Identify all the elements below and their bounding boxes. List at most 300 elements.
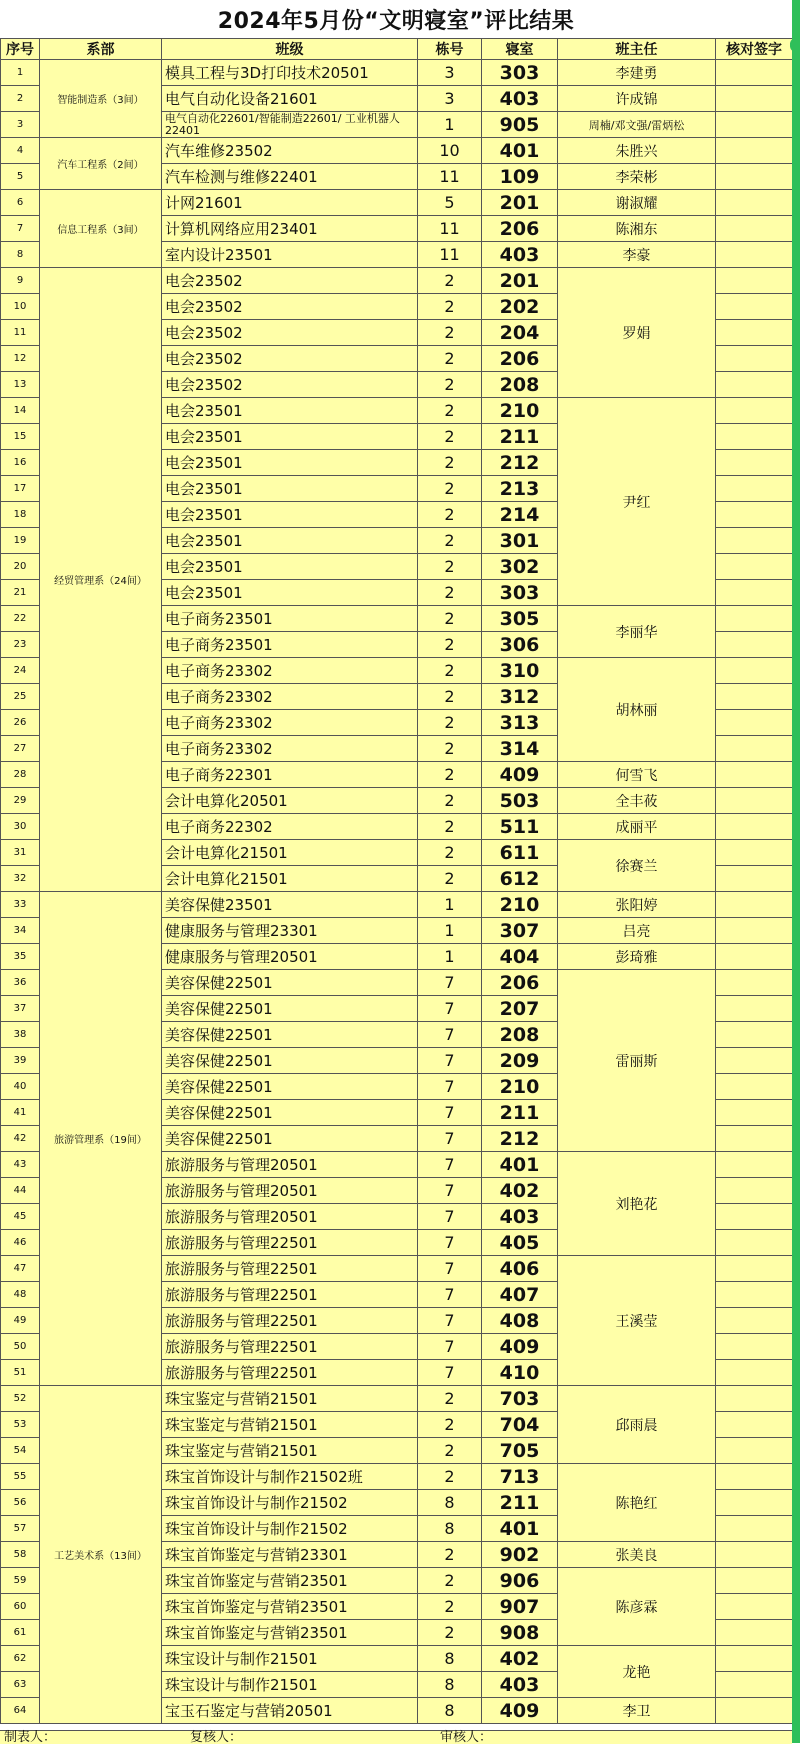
row-building: 5 [418, 190, 482, 216]
row-seq: 17 [1, 476, 40, 502]
signature-cell [716, 1048, 793, 1074]
row-room: 206 [482, 346, 558, 372]
row-room: 207 [482, 996, 558, 1022]
row-room: 306 [482, 632, 558, 658]
row-building: 2 [418, 528, 482, 554]
row-room: 109 [482, 164, 558, 190]
head-teacher-cell: 龙艳 [558, 1646, 716, 1698]
row-room: 403 [482, 242, 558, 268]
row-room: 511 [482, 814, 558, 840]
signature-cell [716, 112, 793, 138]
row-room: 302 [482, 554, 558, 580]
row-room: 204 [482, 320, 558, 346]
row-room: 212 [482, 1126, 558, 1152]
row-building: 7 [418, 1152, 482, 1178]
footer-maker: 制表人： [4, 1730, 57, 1745]
row-building: 2 [418, 658, 482, 684]
row-room: 408 [482, 1308, 558, 1334]
row-seq: 4 [1, 138, 40, 164]
row-room: 214 [482, 502, 558, 528]
head-teacher-cell: 李建勇 [558, 60, 716, 86]
head-teacher-cell: 尹红 [558, 398, 716, 606]
row-seq: 27 [1, 736, 40, 762]
row-building: 2 [418, 1464, 482, 1490]
row-class: 电子商务23302 [162, 684, 418, 710]
row-room: 307 [482, 918, 558, 944]
row-building: 7 [418, 1256, 482, 1282]
row-class: 室内设计23501 [162, 242, 418, 268]
row-seq: 30 [1, 814, 40, 840]
department-cell: 经贸管理系（24间） [40, 268, 162, 892]
row-class: 电子商务23501 [162, 632, 418, 658]
signature-cell [716, 580, 793, 606]
row-class: 电会23501 [162, 398, 418, 424]
row-seq: 9 [1, 268, 40, 294]
row-class: 旅游服务与管理22501 [162, 1334, 418, 1360]
row-building: 3 [418, 86, 482, 112]
signature-cell [716, 1568, 793, 1594]
row-room: 407 [482, 1282, 558, 1308]
row-seq: 31 [1, 840, 40, 866]
signature-cell [716, 1698, 793, 1724]
head-teacher-cell: 张阳婷 [558, 892, 716, 918]
head-teacher-cell: 邱雨晨 [558, 1386, 716, 1464]
signature-cell [716, 1542, 793, 1568]
department-cell: 汽车工程系（2间） [40, 138, 162, 190]
table-row [1, 1386, 793, 1412]
row-room: 404 [482, 944, 558, 970]
row-room: 905 [482, 112, 558, 138]
row-seq: 46 [1, 1230, 40, 1256]
row-seq: 12 [1, 346, 40, 372]
row-class: 珠宝鉴定与营销21501 [162, 1412, 418, 1438]
signature-cell [716, 970, 793, 996]
row-building: 2 [418, 840, 482, 866]
head-teacher-cell: 雷丽斯 [558, 970, 716, 1152]
signature-cell [716, 372, 793, 398]
row-room: 201 [482, 190, 558, 216]
row-room: 210 [482, 892, 558, 918]
row-seq: 32 [1, 866, 40, 892]
signature-cell [716, 1282, 793, 1308]
row-room: 409 [482, 1698, 558, 1724]
row-class: 电子商务22301 [162, 762, 418, 788]
row-class: 电会23502 [162, 372, 418, 398]
row-building: 8 [418, 1698, 482, 1724]
signature-cell [716, 320, 793, 346]
row-class: 旅游服务与管理20501 [162, 1152, 418, 1178]
row-room: 211 [482, 1100, 558, 1126]
row-building: 1 [418, 892, 482, 918]
row-class: 电子商务23501 [162, 606, 418, 632]
row-class: 电会23501 [162, 502, 418, 528]
head-teacher-cell: 陈艳红 [558, 1464, 716, 1542]
row-seq: 59 [1, 1568, 40, 1594]
header-room: 寝室 [482, 39, 558, 60]
row-building: 7 [418, 996, 482, 1022]
signature-cell [716, 476, 793, 502]
row-building: 7 [418, 1074, 482, 1100]
row-room: 402 [482, 1178, 558, 1204]
row-building: 7 [418, 1100, 482, 1126]
row-class: 珠宝首饰设计与制作21502 [162, 1516, 418, 1542]
footer-auditor: 审核人： [440, 1730, 493, 1745]
row-class: 电会23501 [162, 528, 418, 554]
head-teacher-cell: 李丽华 [558, 606, 716, 658]
signature-cell [716, 1204, 793, 1230]
row-room: 303 [482, 60, 558, 86]
row-class: 电会23501 [162, 476, 418, 502]
head-teacher-cell: 李荣彬 [558, 164, 716, 190]
signature-cell [716, 164, 793, 190]
row-seq: 61 [1, 1620, 40, 1646]
row-room: 403 [482, 1672, 558, 1698]
row-class: 电子商务23302 [162, 658, 418, 684]
row-class: 旅游服务与管理22501 [162, 1230, 418, 1256]
row-building: 2 [418, 1386, 482, 1412]
row-building: 2 [418, 554, 482, 580]
row-seq: 44 [1, 1178, 40, 1204]
signature-cell [716, 502, 793, 528]
row-building: 2 [418, 1542, 482, 1568]
row-class: 旅游服务与管理22501 [162, 1360, 418, 1386]
row-class: 会计电算化21501 [162, 840, 418, 866]
row-seq: 62 [1, 1646, 40, 1672]
signature-cell [716, 216, 793, 242]
signature-cell [716, 1386, 793, 1412]
row-class: 珠宝首饰设计与制作21502班 [162, 1464, 418, 1490]
row-class: 电会23502 [162, 346, 418, 372]
signature-cell [716, 1256, 793, 1282]
row-building: 7 [418, 970, 482, 996]
row-room: 402 [482, 1646, 558, 1672]
row-room: 902 [482, 1542, 558, 1568]
signature-cell [716, 294, 793, 320]
table-row [1, 268, 793, 294]
row-seq: 52 [1, 1386, 40, 1412]
row-class: 美容保健22501 [162, 1048, 418, 1074]
row-class: 健康服务与管理20501 [162, 944, 418, 970]
signature-cell [716, 424, 793, 450]
head-teacher-cell: 周楠/邓文强/雷炳松 [558, 112, 716, 138]
row-class: 旅游服务与管理22501 [162, 1308, 418, 1334]
row-building: 2 [418, 268, 482, 294]
row-seq: 49 [1, 1308, 40, 1334]
signature-cell [716, 606, 793, 632]
row-seq: 25 [1, 684, 40, 710]
row-seq: 16 [1, 450, 40, 476]
row-building: 7 [418, 1126, 482, 1152]
signature-cell [716, 1360, 793, 1386]
signature-cell [716, 528, 793, 554]
row-seq: 10 [1, 294, 40, 320]
row-seq: 64 [1, 1698, 40, 1724]
signature-cell [716, 632, 793, 658]
signature-cell [716, 1620, 793, 1646]
row-seq: 29 [1, 788, 40, 814]
row-seq: 34 [1, 918, 40, 944]
table-row [1, 60, 793, 86]
row-seq: 58 [1, 1542, 40, 1568]
row-class: 宝玉石鉴定与营销20501 [162, 1698, 418, 1724]
row-class: 电会23501 [162, 450, 418, 476]
row-seq: 20 [1, 554, 40, 580]
row-room: 206 [482, 216, 558, 242]
row-seq: 14 [1, 398, 40, 424]
row-room: 403 [482, 1204, 558, 1230]
table-body [1, 60, 793, 1724]
row-seq: 40 [1, 1074, 40, 1100]
row-room: 907 [482, 1594, 558, 1620]
row-room: 908 [482, 1620, 558, 1646]
row-room: 305 [482, 606, 558, 632]
signature-cell [716, 1308, 793, 1334]
table-row [1, 190, 793, 216]
row-seq: 33 [1, 892, 40, 918]
row-building: 2 [418, 866, 482, 892]
row-class: 旅游服务与管理22501 [162, 1282, 418, 1308]
row-room: 713 [482, 1464, 558, 1490]
row-room: 208 [482, 372, 558, 398]
signature-cell [716, 1438, 793, 1464]
row-class: 珠宝设计与制作21501 [162, 1672, 418, 1698]
row-class: 电会23501 [162, 424, 418, 450]
row-class: 珠宝设计与制作21501 [162, 1646, 418, 1672]
row-class: 旅游服务与管理20501 [162, 1178, 418, 1204]
head-teacher-cell: 刘艳花 [558, 1152, 716, 1256]
signature-cell [716, 1672, 793, 1698]
row-room: 213 [482, 476, 558, 502]
header-dept: 系部 [40, 39, 162, 60]
window-edge-handle [790, 38, 800, 52]
row-seq: 63 [1, 1672, 40, 1698]
signature-cell [716, 1594, 793, 1620]
department-cell: 智能制造系（3间） [40, 60, 162, 138]
row-building: 11 [418, 216, 482, 242]
signature-cell [716, 710, 793, 736]
row-building: 1 [418, 112, 482, 138]
row-room: 313 [482, 710, 558, 736]
row-building: 8 [418, 1516, 482, 1542]
row-seq: 57 [1, 1516, 40, 1542]
row-class: 美容保健22501 [162, 970, 418, 996]
signature-cell [716, 1152, 793, 1178]
row-building: 2 [418, 424, 482, 450]
row-seq: 38 [1, 1022, 40, 1048]
row-room: 401 [482, 1152, 558, 1178]
row-class: 汽车维修23502 [162, 138, 418, 164]
signature-cell [716, 1074, 793, 1100]
signature-cell [716, 1516, 793, 1542]
row-seq: 56 [1, 1490, 40, 1516]
row-seq: 6 [1, 190, 40, 216]
header-building: 栋号 [418, 39, 482, 60]
row-seq: 24 [1, 658, 40, 684]
signature-cell [716, 1412, 793, 1438]
row-room: 401 [482, 138, 558, 164]
row-building: 2 [418, 1620, 482, 1646]
row-class: 电气自动化设备21601 [162, 86, 418, 112]
table-row [1, 892, 793, 918]
head-teacher-cell: 张美良 [558, 1542, 716, 1568]
row-class: 美容保健23501 [162, 892, 418, 918]
row-seq: 21 [1, 580, 40, 606]
row-building: 2 [418, 580, 482, 606]
row-room: 202 [482, 294, 558, 320]
row-class: 电会23502 [162, 268, 418, 294]
row-class: 美容保健22501 [162, 1022, 418, 1048]
row-room: 212 [482, 450, 558, 476]
row-building: 10 [418, 138, 482, 164]
header-class: 班级 [162, 39, 418, 60]
signature-cell [716, 814, 793, 840]
row-room: 210 [482, 1074, 558, 1100]
department-cell: 信息工程系（3间） [40, 190, 162, 268]
row-room: 211 [482, 1490, 558, 1516]
row-seq: 11 [1, 320, 40, 346]
signature-cell [716, 554, 793, 580]
row-seq: 37 [1, 996, 40, 1022]
row-seq: 15 [1, 424, 40, 450]
signature-cell [716, 1100, 793, 1126]
head-teacher-cell: 陈湘东 [558, 216, 716, 242]
head-teacher-cell: 徐赛兰 [558, 840, 716, 892]
row-room: 410 [482, 1360, 558, 1386]
row-building: 2 [418, 294, 482, 320]
row-building: 2 [418, 606, 482, 632]
signature-cell [716, 242, 793, 268]
row-seq: 45 [1, 1204, 40, 1230]
row-class: 电会23502 [162, 320, 418, 346]
head-teacher-cell: 罗娟 [558, 268, 716, 398]
footer-reviewer: 复核人： [190, 1730, 243, 1745]
row-class: 珠宝首饰设计与制作21502 [162, 1490, 418, 1516]
page-title: 2024年5月份“文明寝室”评比结果 [217, 8, 575, 34]
row-class: 珠宝鉴定与营销21501 [162, 1386, 418, 1412]
row-building: 7 [418, 1334, 482, 1360]
row-building: 7 [418, 1230, 482, 1256]
signature-cell [716, 658, 793, 684]
signature-cell [716, 1178, 793, 1204]
header-row [1, 39, 793, 60]
row-class: 珠宝首饰鉴定与营销23501 [162, 1568, 418, 1594]
row-building: 2 [418, 710, 482, 736]
row-room: 211 [482, 424, 558, 450]
row-class: 珠宝首饰鉴定与营销23501 [162, 1620, 418, 1646]
row-room: 405 [482, 1230, 558, 1256]
row-seq: 50 [1, 1334, 40, 1360]
header-seq: 序号 [1, 39, 40, 60]
row-seq: 28 [1, 762, 40, 788]
signature-cell [716, 788, 793, 814]
signature-cell [716, 892, 793, 918]
row-room: 206 [482, 970, 558, 996]
title-bar [0, 0, 792, 39]
row-room: 312 [482, 684, 558, 710]
row-building: 1 [418, 918, 482, 944]
row-building: 2 [418, 476, 482, 502]
signature-cell [716, 918, 793, 944]
signature-cell [716, 1126, 793, 1152]
row-building: 2 [418, 1412, 482, 1438]
row-room: 703 [482, 1386, 558, 1412]
row-class: 计网21601 [162, 190, 418, 216]
signature-cell [716, 346, 793, 372]
row-room: 210 [482, 398, 558, 424]
row-building: 8 [418, 1490, 482, 1516]
row-class: 电气自动化22601/智能制造22601/ 工业机器人22401 [162, 112, 418, 138]
head-teacher-cell: 李卫 [558, 1698, 716, 1724]
row-room: 403 [482, 86, 558, 112]
row-seq: 23 [1, 632, 40, 658]
row-class: 美容保健22501 [162, 1074, 418, 1100]
signature-cell [716, 1022, 793, 1048]
row-class: 美容保健22501 [162, 1126, 418, 1152]
row-building: 2 [418, 814, 482, 840]
row-class: 会计电算化21501 [162, 866, 418, 892]
row-seq: 7 [1, 216, 40, 242]
head-teacher-cell: 朱胜兴 [558, 138, 716, 164]
row-seq: 41 [1, 1100, 40, 1126]
row-seq: 1 [1, 60, 40, 86]
row-class: 美容保健22501 [162, 996, 418, 1022]
signature-cell [716, 190, 793, 216]
head-teacher-cell: 王溪莹 [558, 1256, 716, 1386]
signature-cell [716, 1464, 793, 1490]
head-teacher-cell: 许成锦 [558, 86, 716, 112]
signature-cell [716, 1646, 793, 1672]
row-class: 旅游服务与管理22501 [162, 1256, 418, 1282]
head-teacher-cell: 胡林丽 [558, 658, 716, 762]
row-room: 301 [482, 528, 558, 554]
row-room: 310 [482, 658, 558, 684]
row-seq: 3 [1, 112, 40, 138]
signature-cell [716, 996, 793, 1022]
row-class: 美容保健22501 [162, 1100, 418, 1126]
row-building: 2 [418, 1438, 482, 1464]
row-building: 8 [418, 1646, 482, 1672]
row-class: 会计电算化20501 [162, 788, 418, 814]
signature-cell [716, 736, 793, 762]
head-teacher-cell: 李豪 [558, 242, 716, 268]
row-class: 模具工程与3D打印技术20501 [162, 60, 418, 86]
row-room: 503 [482, 788, 558, 814]
signature-cell [716, 1490, 793, 1516]
row-class: 旅游服务与管理20501 [162, 1204, 418, 1230]
signature-cell [716, 398, 793, 424]
row-class: 电会23502 [162, 294, 418, 320]
row-room: 406 [482, 1256, 558, 1282]
signature-cell [716, 840, 793, 866]
row-class: 珠宝鉴定与营销21501 [162, 1438, 418, 1464]
signature-cell [716, 1334, 793, 1360]
row-class: 电会23501 [162, 554, 418, 580]
row-class: 珠宝首饰鉴定与营销23301 [162, 1542, 418, 1568]
signature-cell [716, 762, 793, 788]
signature-cell [716, 86, 793, 112]
header-teacher: 班主任 [558, 39, 716, 60]
signature-cell [716, 1230, 793, 1256]
row-room: 906 [482, 1568, 558, 1594]
row-building: 11 [418, 164, 482, 190]
row-seq: 47 [1, 1256, 40, 1282]
row-building: 7 [418, 1022, 482, 1048]
row-room: 704 [482, 1412, 558, 1438]
row-building: 3 [418, 60, 482, 86]
row-seq: 43 [1, 1152, 40, 1178]
row-building: 1 [418, 944, 482, 970]
head-teacher-cell: 全丰莜 [558, 788, 716, 814]
